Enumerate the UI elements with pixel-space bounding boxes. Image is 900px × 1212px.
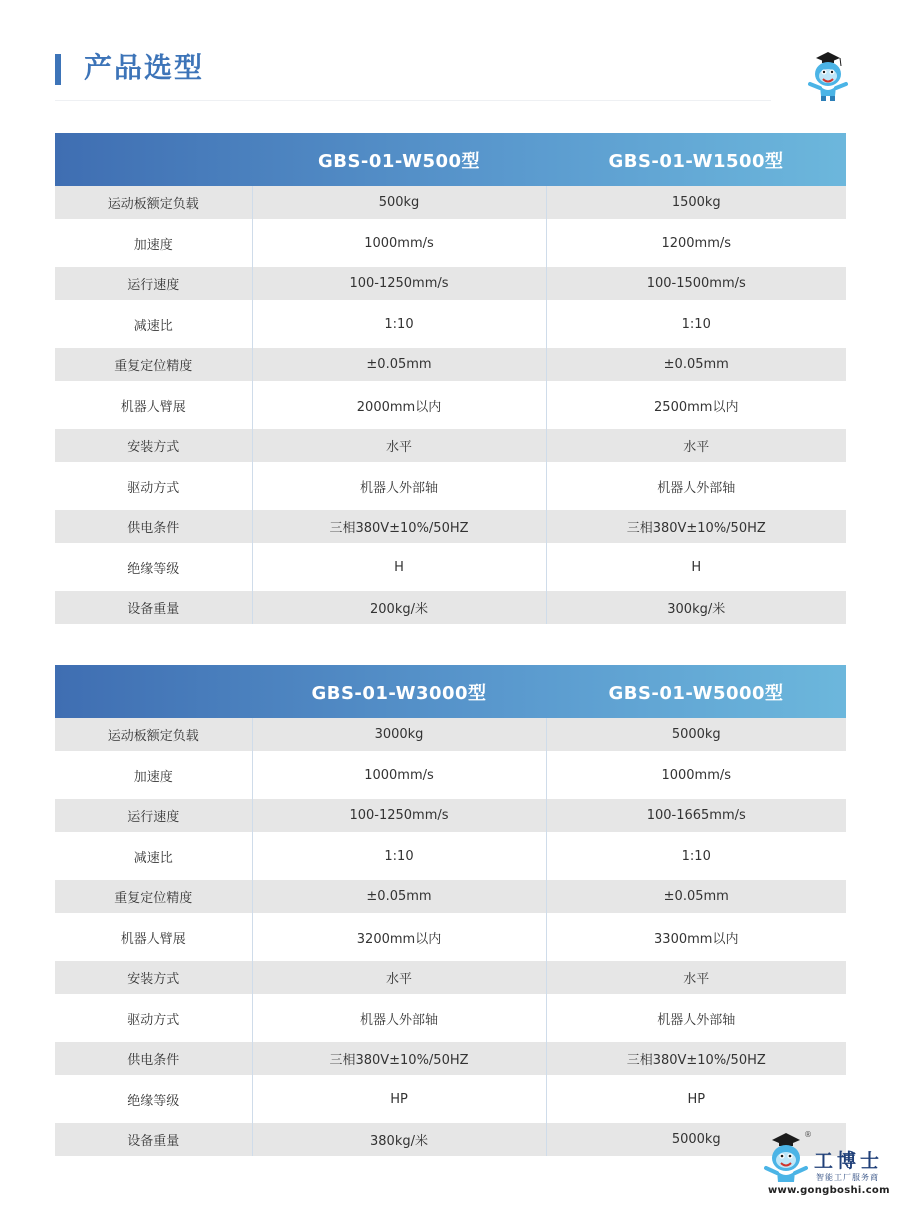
table-header-row: [55, 665, 846, 718]
table-row: [55, 543, 846, 591]
spec-value: 1000mm/s: [252, 219, 546, 267]
table-row: [55, 348, 846, 381]
table-row: [55, 219, 846, 267]
model-header: GBS-01-W5000型: [608, 682, 784, 704]
spec-value: 1:10: [681, 316, 711, 332]
spec-value: 水平: [683, 440, 710, 455]
spec-value: ±0.05mm: [663, 889, 729, 904]
spec-value: 机器人外部轴: [252, 994, 546, 1042]
brand-tagline: 智能工厂服务商: [816, 1173, 879, 1182]
table-row: [55, 1075, 846, 1123]
row-label: 运动板额定负载: [55, 186, 252, 219]
table-row: [55, 961, 846, 994]
model-header: GBS-01-W500型: [317, 150, 481, 172]
row-label: 运行速度: [55, 799, 252, 832]
spec-value: HP: [252, 1075, 546, 1123]
model-header: GBS-01-W1500型: [608, 150, 784, 172]
mascot-icon: [802, 48, 850, 102]
spec-table-1: [55, 133, 846, 624]
row-label: 绝缘等级: [55, 1075, 252, 1123]
spec-value: 机器人外部轴: [657, 480, 736, 496]
spec-value: H: [691, 559, 702, 575]
header-blank-cell: [55, 665, 252, 718]
spec-value: 5000kg: [671, 727, 721, 742]
spec-value: 水平: [252, 429, 546, 462]
spec-value: 100-1250mm/s: [252, 267, 546, 300]
row-label: 机器人臂展: [55, 913, 252, 961]
row-label: 供电条件: [55, 510, 252, 543]
title-divider: [55, 100, 771, 101]
brand-name: 工博士: [814, 1150, 884, 1172]
spec-value: 1500kg: [671, 195, 721, 210]
table-row: [55, 510, 846, 543]
row-label: 设备重量: [55, 1123, 252, 1156]
page-title: 产品选型: [84, 51, 205, 84]
spec-value: 2000mm以内: [252, 381, 546, 429]
row-label: 重复定位精度: [55, 348, 252, 381]
spec-value: 1:10: [252, 300, 546, 348]
spec-value: ±0.05mm: [252, 880, 546, 913]
spec-value: 1200mm/s: [661, 235, 732, 251]
table-row: [55, 591, 846, 624]
spec-table-2: [55, 665, 846, 1156]
spec-value: 100-1250mm/s: [252, 799, 546, 832]
spec-value: 三相380V±10%/50HZ: [626, 521, 766, 536]
table-row: [55, 718, 846, 751]
table-row: [55, 994, 846, 1042]
registered-mark: ®: [804, 1130, 812, 1139]
brand-logo: [760, 1130, 890, 1200]
spec-value: 1:10: [252, 832, 546, 880]
mascot-icon: [760, 1130, 812, 1190]
spec-value: 300kg/米: [667, 602, 726, 617]
spec-value: 100-1500mm/s: [646, 276, 746, 291]
spec-value: 200kg/米: [252, 591, 546, 624]
table-row: [55, 1123, 846, 1156]
row-label: 机器人臂展: [55, 381, 252, 429]
row-label: 运动板额定负载: [55, 718, 252, 751]
header-blank-cell: [55, 133, 252, 186]
spec-value: 三相380V±10%/50HZ: [252, 510, 546, 543]
table-row: [55, 462, 846, 510]
table-row: [55, 799, 846, 832]
spec-value: HP: [687, 1091, 706, 1107]
spec-value: 380kg/米: [252, 1123, 546, 1156]
spec-value: 500kg: [252, 186, 546, 219]
spec-value: ±0.05mm: [663, 357, 729, 372]
spec-value: 1000mm/s: [661, 767, 732, 783]
spec-value: 5000kg: [671, 1132, 721, 1147]
brand-url: www.gongboshi.com: [768, 1185, 890, 1196]
spec-value: 水平: [683, 972, 710, 987]
spec-value: 水平: [252, 961, 546, 994]
row-label: 安装方式: [55, 961, 252, 994]
table-row: [55, 913, 846, 961]
table-header-row: [55, 133, 846, 186]
spec-value: ±0.05mm: [252, 348, 546, 381]
spec-value: 3000kg: [252, 718, 546, 751]
row-label: 减速比: [55, 832, 252, 880]
table-row: [55, 880, 846, 913]
row-label: 运行速度: [55, 267, 252, 300]
row-label: 减速比: [55, 300, 252, 348]
spec-value: 3300mm以内: [654, 931, 739, 947]
table-row: [55, 832, 846, 880]
spec-value: 100-1665mm/s: [646, 808, 746, 823]
table-row: [55, 267, 846, 300]
title-accent-bar: [55, 54, 61, 85]
spec-value: 1:10: [681, 848, 711, 864]
spec-value: H: [252, 543, 546, 591]
row-label: 重复定位精度: [55, 880, 252, 913]
spec-value: 三相380V±10%/50HZ: [626, 1053, 766, 1068]
row-label: 设备重量: [55, 591, 252, 624]
spec-value: 1000mm/s: [252, 751, 546, 799]
spec-value: 2500mm以内: [654, 399, 739, 415]
table-row: [55, 751, 846, 799]
row-label: 驱动方式: [55, 462, 252, 510]
spec-value: 机器人外部轴: [657, 1012, 736, 1028]
table-row: [55, 300, 846, 348]
row-label: 安装方式: [55, 429, 252, 462]
row-label: 加速度: [55, 219, 252, 267]
row-label: 供电条件: [55, 1042, 252, 1075]
table-row: [55, 186, 846, 219]
row-label: 绝缘等级: [55, 543, 252, 591]
model-header: GBS-01-W3000型: [311, 682, 487, 704]
row-label: 加速度: [55, 751, 252, 799]
spec-value: 三相380V±10%/50HZ: [252, 1042, 546, 1075]
spec-value: 机器人外部轴: [252, 462, 546, 510]
table-row: [55, 381, 846, 429]
table-row: [55, 1042, 846, 1075]
table-row: [55, 429, 846, 462]
spec-value: 3200mm以内: [252, 913, 546, 961]
row-label: 驱动方式: [55, 994, 252, 1042]
